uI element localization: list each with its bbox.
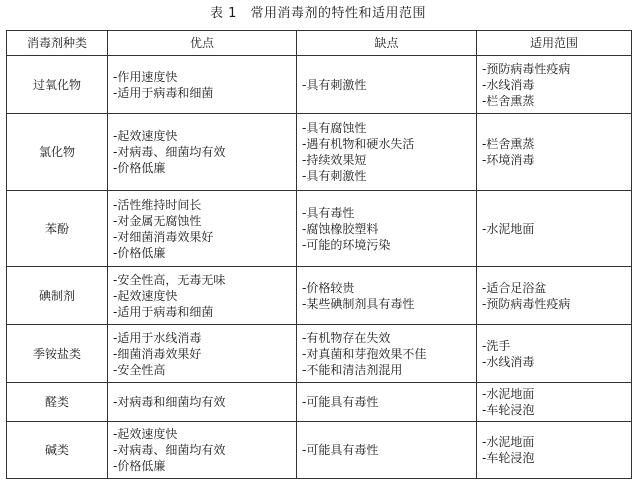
table-row [7, 56, 632, 114]
header-uses: 适用范围 [477, 31, 632, 56]
pros-cell [108, 191, 297, 267]
pros-item: -细菌消毒效果好 [113, 346, 202, 361]
cons-cell [297, 267, 477, 325]
cons-item: -可能具有毒性 [302, 395, 379, 409]
table-row [7, 383, 632, 422]
uses-item: -洗手 [482, 338, 511, 353]
pros-item: -价格低廉 [113, 245, 166, 260]
cons-cell [297, 422, 477, 479]
cons-item: -腐蚀橡胶塑料 [302, 221, 379, 236]
pros-item: -适用于水线消毒 [113, 330, 202, 345]
uses-cell [477, 114, 632, 191]
cons-item: -具有毒性 [302, 205, 355, 220]
uses-item: -水线消毒 [482, 354, 535, 369]
table-caption: 表 1 常用消毒剂的特性和适用范围 [210, 6, 426, 21]
table-row [7, 422, 632, 479]
uses-cell [477, 325, 632, 383]
uses-cell [477, 56, 632, 114]
uses-item: -水线消毒 [482, 77, 535, 92]
header-cons: 缺点 [297, 31, 477, 56]
cons-item: -具有刺激性 [302, 77, 367, 92]
cons-item: -具有腐蚀性 [302, 121, 367, 135]
cons-cell [297, 325, 477, 383]
disinfectant-name: 碘制剂 [7, 267, 108, 325]
pros-item: -对病毒、细菌均有效 [113, 443, 226, 457]
uses-cell [477, 383, 632, 422]
table-row [7, 325, 632, 383]
pros-item: -起效速度快 [113, 288, 178, 303]
table-row [7, 114, 632, 191]
cons-item: -持续效果短 [302, 153, 367, 167]
cons-cell [297, 383, 477, 422]
disinfectant-name: 碱类 [7, 422, 108, 479]
cons-item: -某些碘制剂具有毒性 [302, 296, 415, 311]
pros-item: -对金属无腐蚀性 [113, 213, 202, 228]
cons-item: -具有刺激性 [302, 169, 367, 183]
pros-cell [108, 383, 297, 422]
pros-item: -适用于病毒和细菌 [113, 304, 214, 319]
uses-item: -环境消毒 [482, 153, 535, 167]
uses-item: -水泥地面 [482, 221, 535, 236]
uses-item: -适合足浴盆 [482, 280, 547, 295]
disinfectant-name: 醛类 [7, 383, 108, 422]
table-header-row [7, 31, 632, 56]
uses-item: -预防病毒性疫病 [482, 61, 571, 76]
pros-item: -对病毒和细菌均有效 [113, 395, 226, 409]
uses-cell [477, 267, 632, 325]
disinfectant-name: 过氧化物 [7, 56, 108, 114]
pros-item: -起效速度快 [113, 427, 178, 441]
uses-cell [477, 191, 632, 267]
pros-cell [108, 114, 297, 191]
uses-item: -水泥地面 [482, 435, 535, 449]
pros-item: -对细菌消毒效果好 [113, 229, 214, 244]
pros-item: -对病毒、细菌均有效 [113, 145, 226, 159]
disinfectant-name: 氯化物 [7, 114, 108, 191]
uses-item: -水泥地面 [482, 387, 535, 401]
cons-item: -不能和清洁剂混用 [302, 362, 403, 377]
pros-cell [108, 422, 297, 479]
pros-item: -安全性高，无毒无味 [113, 272, 226, 287]
cons-item: -价格较贵 [302, 280, 355, 295]
pros-cell [108, 325, 297, 383]
disinfectant-name: 苯酚 [7, 191, 108, 267]
pros-item: -起效速度快 [113, 129, 178, 143]
cons-item: -可能具有毒性 [302, 443, 379, 457]
pros-item: -活性维持时间长 [113, 197, 202, 212]
pros-item: -作用速度快 [113, 69, 178, 84]
cons-item: -对真菌和芽孢效果不佳 [302, 346, 427, 361]
uses-cell [477, 422, 632, 479]
table-row [7, 267, 632, 325]
pros-cell [108, 56, 297, 114]
uses-item: -预防病毒性疫病 [482, 296, 571, 311]
cons-cell [297, 114, 477, 191]
uses-item: -栏舍熏蒸 [482, 93, 535, 108]
pros-item: -适用于病毒和细菌 [113, 85, 214, 100]
disinfectant-table [6, 30, 632, 479]
pros-item: -价格低廉 [113, 161, 166, 175]
cons-item: -有机物存在失效 [302, 330, 391, 345]
uses-item: -车轮浸泡 [482, 403, 535, 417]
cons-item: -可能的环境污染 [302, 237, 391, 252]
uses-item: -车轮浸泡 [482, 451, 535, 465]
header-type: 消毒剂种类 [7, 31, 108, 56]
cons-cell [297, 191, 477, 267]
pros-cell [108, 267, 297, 325]
cons-cell [297, 56, 477, 114]
cons-item: -遇有机物和硬水失活 [302, 137, 415, 151]
header-pros: 优点 [108, 31, 297, 56]
uses-item: -栏舍熏蒸 [482, 137, 535, 151]
table-row [7, 191, 632, 267]
pros-item: -安全性高 [113, 362, 166, 377]
disinfectant-name: 季铵盐类 [7, 325, 108, 383]
pros-item: -价格低廉 [113, 459, 166, 473]
